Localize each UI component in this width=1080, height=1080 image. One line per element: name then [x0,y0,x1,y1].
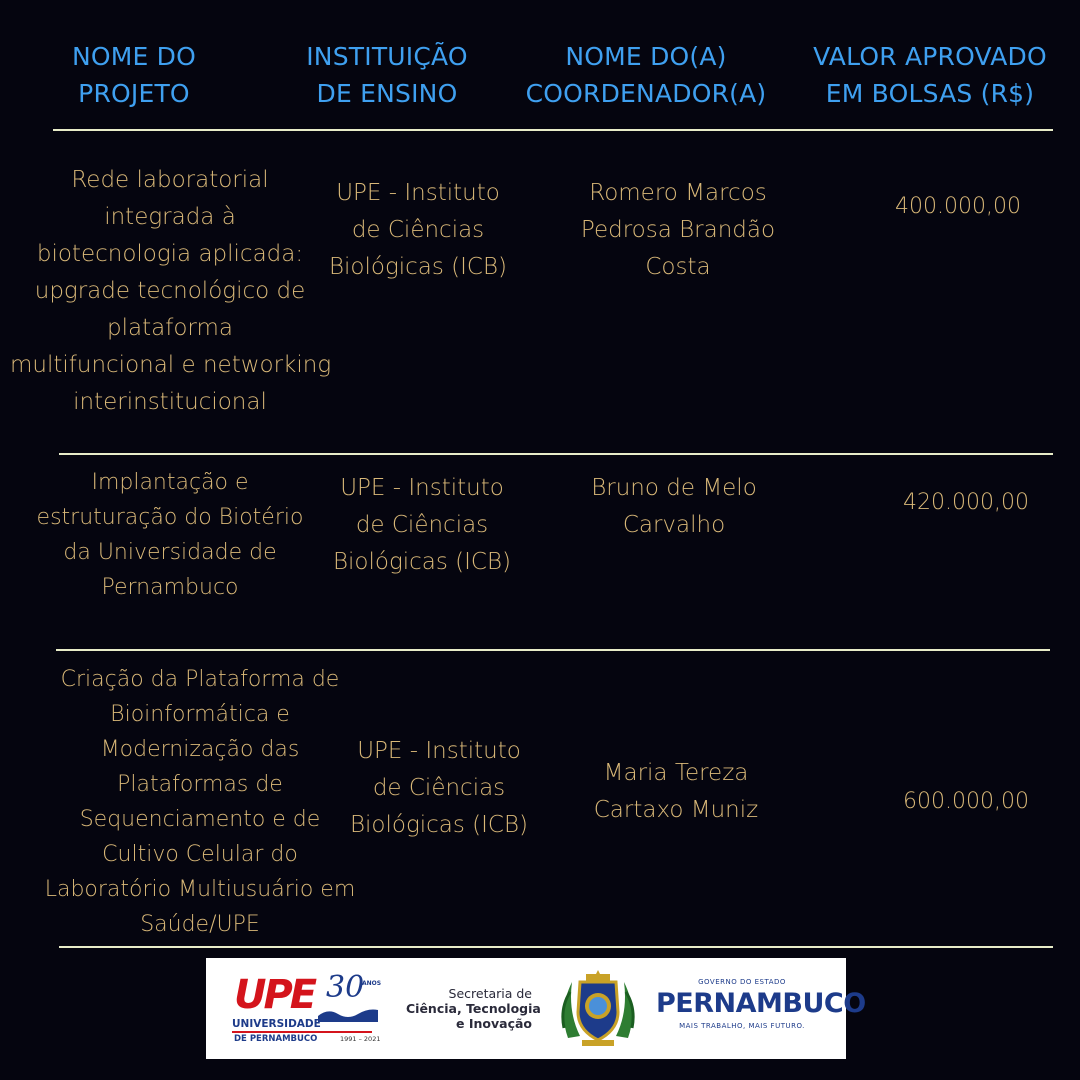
row3-project-line: Modernização das [100,737,300,762]
header-value-line2: EM BOLSAS (R$) [825,79,1035,108]
row1-value: 400.000,00 [895,194,1021,219]
row3-project-line: Plataformas de [117,772,283,797]
sponsor-logos-banner [206,958,866,1059]
row1-coordinator-line: Romero Marcos [589,180,767,206]
row1-institution-line: Biológicas (ICB) [328,254,508,280]
row2-project-line: Implantação e [91,470,249,495]
row2-coordinator [564,470,784,544]
row1-project-line: multifuncional e networking [10,352,332,378]
row2-institution-line: Biológicas (ICB) [332,549,512,575]
header-coordinator-line1: NOME DO(A) [565,42,727,71]
header-coordinator-line2: COORDENADOR(A) [525,79,767,108]
row1-project-line: interinstitucional [73,389,267,415]
header-value-line1: VALOR APROVADO [813,42,1047,71]
row3-project-line: Sequenciamento e de [79,807,321,832]
header-value [800,38,1060,112]
row1-project-line: plataforma [107,315,233,341]
row3-project-line: Cultivo Celular do [102,842,298,867]
upe-30-anos-logo [230,972,380,1048]
upe-state-label: DE PERNAMBUCO [234,1034,318,1044]
row1-project-line: biotecnologia aplicada: [36,241,304,267]
row1-coordinator [568,175,788,286]
row2-coordinator-line: Bruno de Melo [591,475,757,501]
secretaria-line3: e Inovação [456,1016,532,1031]
row1-project-line: upgrade tecnológico de [34,278,306,304]
header-coordinator [516,38,776,112]
row2-project-line: estruturação do Biotério [36,505,304,530]
row2-project-line: Pernambuco [101,575,239,600]
secretaria-line1: Secretaria de [448,986,532,1001]
governo-slogan: MAIS TRABALHO, MAIS FUTURO. [679,1022,805,1030]
upe-wave-icon [318,1006,378,1022]
governo-pernambuco-logo [656,978,866,1030]
row3-institution-line: de Ciências [372,775,506,801]
header-institution-line2: DE ENSINO [316,79,458,108]
row2-institution-line: de Ciências [355,512,489,538]
row1-project [10,162,330,421]
row2-institution-line: UPE - Instituto [340,475,504,501]
header-project-line1: NOME DO [71,42,197,71]
upe-anniversary-number: 30 [326,970,365,1005]
row3-institution-line: Biológicas (ICB) [349,812,529,838]
row2-institution [322,470,522,581]
row3-project-line: Laboratório Multiusuário em [44,877,356,902]
upe-university-label: UNIVERSIDADE [232,1018,321,1030]
header-institution [287,38,487,112]
row3-value: 600.000,00 [903,789,1029,814]
upe-years-label: 1991 – 2021 [340,1035,381,1043]
row2-coordinator-line: Carvalho [622,512,726,538]
row1-coordinator-line: Pedrosa Brandão [580,217,776,243]
row3-institution-line: UPE - Instituto [357,738,521,764]
row1-coordinator-line: Costa [645,254,711,280]
row3-project [40,662,360,942]
row2-project-line: da Universidade de [63,540,277,565]
pernambuco-coat-of-arms-icon [556,968,640,1052]
row1-project-line: integrada à [104,204,236,230]
secretaria-logo-text [406,986,541,1031]
header-institution-line1: INSTITUIÇÃO [306,42,468,71]
row3-project-line: Saúde/UPE [140,912,260,937]
row3-project-line: Criação da Plataforma de [60,667,340,692]
secretaria-line2: Ciência, Tecnologia [406,1001,541,1016]
header-divider [53,129,1053,131]
row3-project-line: Bioinformática e [110,702,290,727]
row3-institution [339,733,539,844]
governo-name: PERNAMBUCO [656,988,866,1019]
row2-divider [56,649,1050,651]
header-project [34,38,234,112]
row3-coordinator-line: Cartaxo Muniz [593,797,759,823]
row1-institution-line: de Ciências [351,217,485,243]
governo-top-label: GOVERNO DO ESTADO [698,978,786,986]
row3-coordinator-line: Maria Tereza [603,760,749,786]
row1-divider [59,453,1053,455]
row1-institution [318,175,518,286]
row2-value: 420.000,00 [903,490,1029,515]
upe-letters: UPE [234,972,315,1018]
row3-divider [59,946,1053,948]
header-project-line2: PROJETO [78,79,190,108]
row2-project [20,465,320,605]
upe-red-line [232,1031,372,1033]
row1-institution-line: UPE - Instituto [336,180,500,206]
upe-anos-label: ANOS [362,980,382,987]
row3-coordinator [566,755,786,829]
row1-project-line: Rede laboratorial [71,167,269,193]
